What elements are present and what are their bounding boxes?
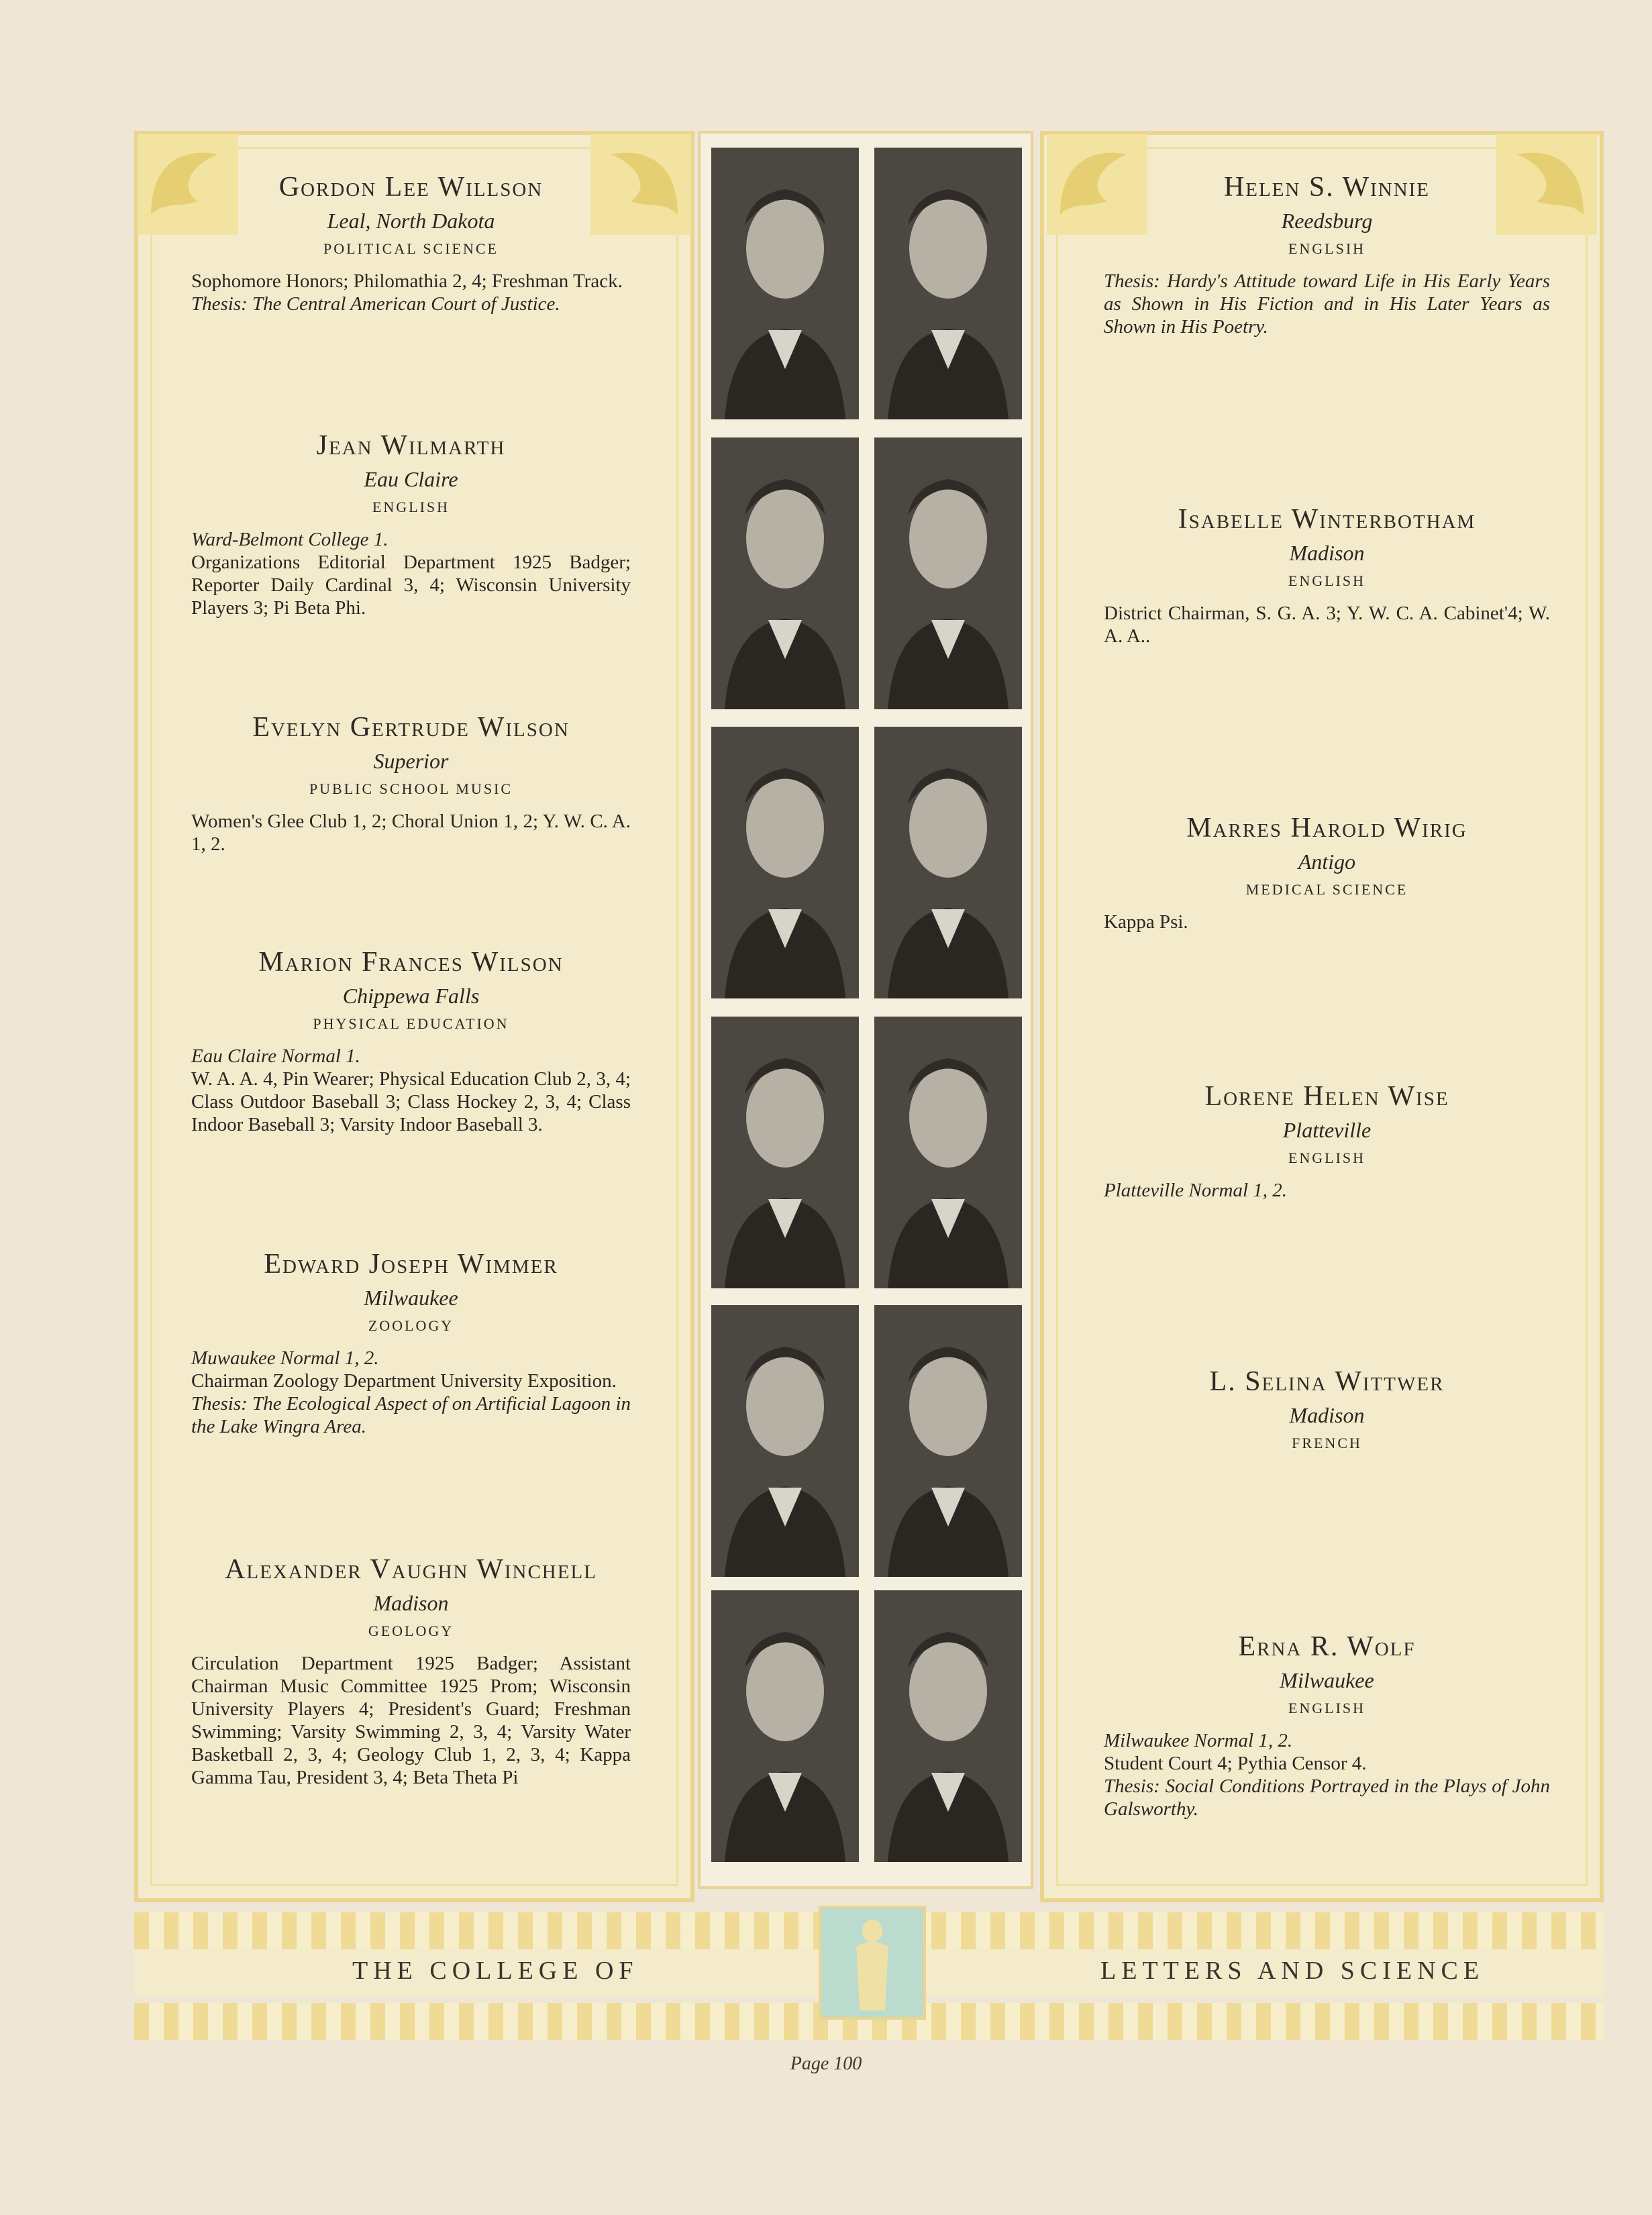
student-department: PHYSICAL EDUCATION [313, 1015, 509, 1032]
student-portrait [874, 437, 1022, 709]
student-name: Isabelle Winterbotham [1178, 504, 1476, 535]
student-name: Marres Harold Wirig [1186, 813, 1467, 843]
student-portrait [711, 1305, 859, 1577]
student-portrait [874, 727, 1022, 998]
panel-border [1056, 147, 1588, 1886]
student-entry [1104, 1631, 1550, 1820]
student-thesis: Thesis: Hardy's Attitude toward Life in His Early Years as Shown in His Fiction and in His Later Years as Shown in His Poetry. [1104, 270, 1550, 338]
student-portrait [874, 1590, 1022, 1862]
student-name: Gordon Lee Willson [278, 172, 544, 203]
student-portrait [711, 437, 859, 709]
student-prior-school: Ward-Belmont College 1. [191, 529, 389, 550]
student-name: Evelyn Gertrude Wilson [252, 712, 570, 743]
student-department: ENGLISH [1288, 1700, 1366, 1716]
student-entry [1104, 171, 1550, 338]
student-entry [191, 1553, 631, 1789]
student-activities: Sophomore Honors; Philomathia 2, 4; Freshman Track. [191, 270, 623, 292]
student-hometown: Reedsburg [1281, 209, 1373, 233]
student-entry [1104, 503, 1550, 648]
student-department: ZOOLOGY [368, 1317, 454, 1334]
student-department: FRENCH [1292, 1435, 1362, 1451]
student-entry [191, 171, 631, 315]
student-thesis: Thesis: Social Conditions Portrayed in the Plays of John Galsworthy. [1104, 1775, 1550, 1820]
student-activities: Circulation Department 1925 Badger; Assistant Chairman Music Committee 1925 Prom; Wisconsin University Players 4; President's Guard; Freshman Swimming; Varsity Swimming 2, 3, 4; Varsity Water Basketball 2, 3, 4; Geology Club 1, 2, 3, 4; Kappa Gamma Tau, President 3, 4; Beta Theta Pi [191, 1653, 631, 1788]
student-hometown: Antigo [1298, 849, 1356, 874]
student-activities: Student Court 4; Pythia Censor 4. [1104, 1753, 1367, 1774]
student-thesis: Thesis: The Ecological Aspect of on Artificial Lagoon in the Lake Wingra Area. [191, 1393, 631, 1437]
student-prior-school: Muwaukee Normal 1, 2. [191, 1347, 379, 1369]
student-prior-school: Milwaukee Normal 1, 2. [1104, 1730, 1293, 1751]
student-entry [191, 711, 631, 856]
student-entry [1104, 1080, 1550, 1202]
student-name: L. Selina Wittwer [1209, 1366, 1445, 1397]
student-prior-school: Platteville Normal 1, 2. [1104, 1180, 1288, 1201]
student-department: ENGLISH [1288, 572, 1366, 589]
student-name: Lorene Helen Wise [1204, 1081, 1449, 1112]
student-activities: Kappa Psi. [1104, 911, 1188, 933]
student-hometown: Leal, North Dakota [327, 209, 495, 233]
student-hometown: Superior [373, 749, 449, 773]
student-portrait [874, 1305, 1022, 1577]
student-thesis: Thesis: The Central American Court of Justice. [191, 293, 560, 315]
student-portrait [711, 727, 859, 998]
student-hometown: Madison [373, 1591, 449, 1615]
student-portrait [711, 1590, 859, 1862]
student-portrait [874, 1017, 1022, 1288]
student-entry [191, 429, 631, 619]
student-entry [1104, 1366, 1550, 1464]
student-hometown: Madison [1289, 1403, 1365, 1427]
student-hometown: Chippewa Falls [342, 984, 480, 1008]
footer-left-text: THE COLLEGE OF [352, 1957, 639, 1985]
page-number: Page 100 [790, 2053, 862, 2074]
student-department: POLITICAL SCIENCE [323, 240, 499, 257]
student-name: Helen S. Winnie [1223, 172, 1431, 203]
student-name: Marion Frances Wilson [258, 947, 564, 978]
footer-right-text: LETTERS AND SCIENCE [1100, 1957, 1485, 1985]
student-prior-school: Eau Claire Normal 1. [191, 1045, 360, 1067]
student-activities: Chairman Zoology Department University Exposition. [191, 1370, 617, 1392]
student-department: ENGLISH [1288, 1149, 1366, 1166]
student-activities: Organizations Editorial Department 1925 Badger; Reporter Daily Cardinal 3, 4; Wisconsin University Players 3; Pi Beta Phi. [191, 552, 631, 619]
student-name: Erna R. Wolf [1238, 1631, 1416, 1662]
student-department: PUBLIC SCHOOL MUSIC [309, 780, 513, 797]
student-hometown: Madison [1289, 541, 1365, 565]
student-entry [1104, 812, 1550, 933]
student-hometown: Platteville [1282, 1118, 1372, 1142]
student-portrait [711, 148, 859, 419]
student-entry [191, 946, 631, 1136]
student-activities: W. A. A. 4, Pin Wearer; Physical Education Club 2, 3, 4; Class Outdoor Baseball 3; Class Hockey 2, 3, 4; Class Indoor Baseball 3; Varsity Indoor Baseball 3. [191, 1068, 631, 1135]
student-hometown: Eau Claire [364, 467, 458, 491]
student-name: Jean Wilmarth [316, 430, 506, 461]
student-portrait [711, 1017, 859, 1288]
student-activities: District Chairman, S. G. A. 3; Y. W. C. A. Cabinet'4; W. A. A.. [1104, 603, 1550, 647]
statue-emblem-icon [819, 1906, 926, 2020]
student-department: MEDICAL SCIENCE [1245, 881, 1408, 898]
student-department: ENGLISH [372, 499, 450, 515]
student-department: ENGLSIH [1288, 240, 1366, 257]
student-name: Edward Joseph Wimmer [264, 1249, 558, 1280]
student-entry [191, 1248, 631, 1438]
student-hometown: Milwaukee [1280, 1668, 1374, 1692]
student-name: Alexander Vaughn Winchell [225, 1554, 597, 1585]
student-activities: Women's Glee Club 1, 2; Choral Union 1, 2; Y. W. C. A. 1, 2. [191, 811, 631, 855]
student-hometown: Milwaukee [364, 1286, 458, 1310]
student-department: GEOLOGY [368, 1622, 454, 1639]
student-portrait [874, 148, 1022, 419]
